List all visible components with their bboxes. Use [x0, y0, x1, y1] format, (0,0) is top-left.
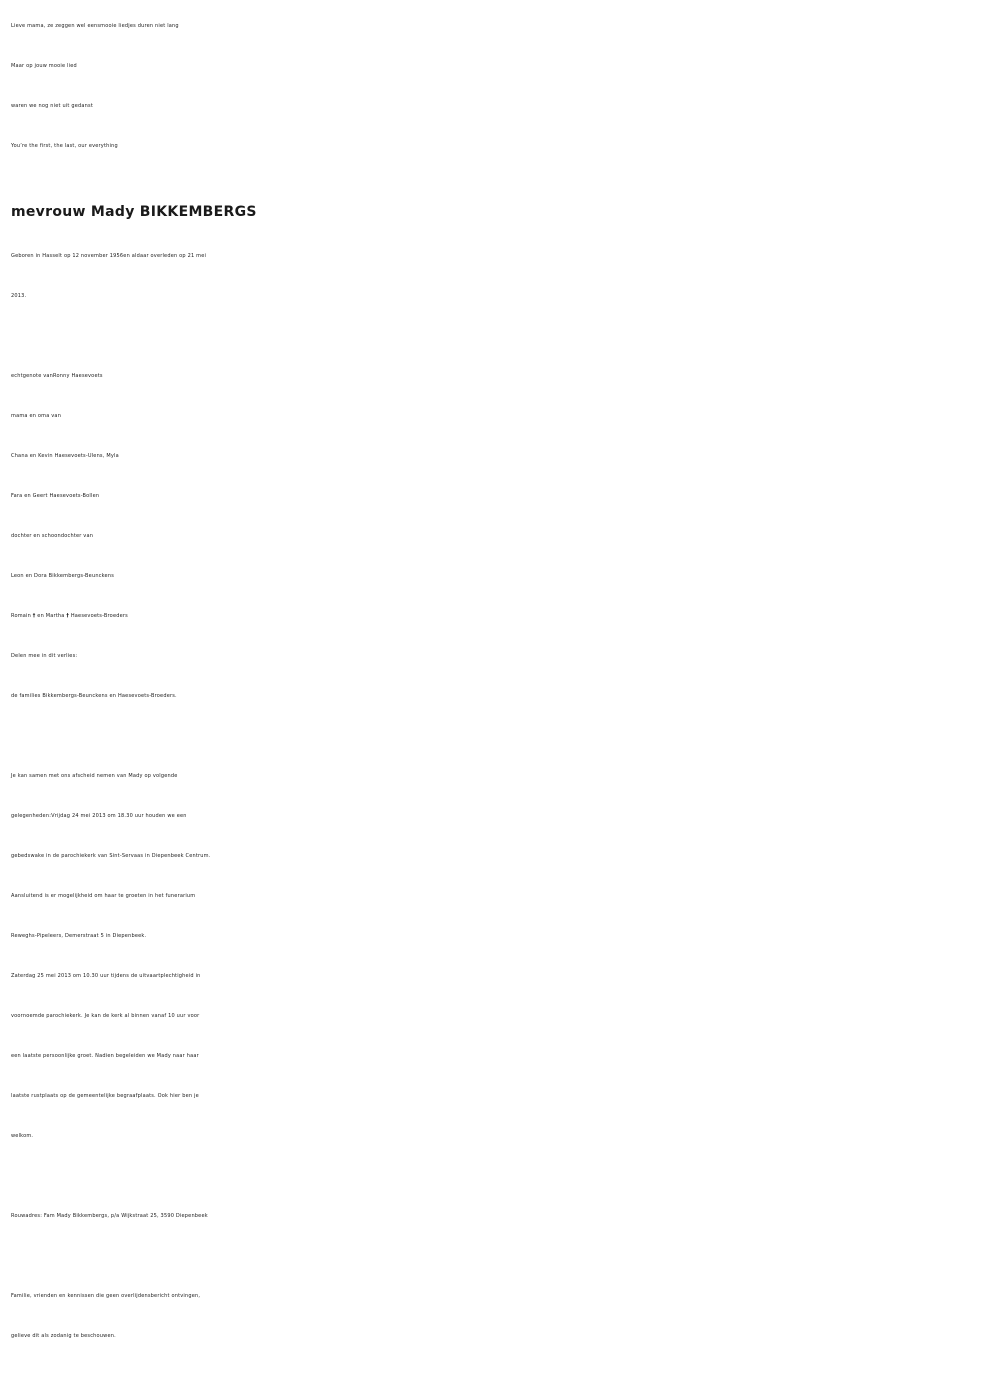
birth-line-1: Geboren in Hasselt op 12 november 1956en aldaar overleden op 21 mei — [11, 253, 207, 259]
inlaws-part-3: Haesevoets-Broeders — [69, 613, 128, 619]
inlaws-part-1: Romain — [11, 613, 33, 619]
farewell-line-1: Je kan samen met ons afscheid nemen van Mady op volgende — [11, 773, 178, 779]
spouse-line: echtgenote vanRonny Haesevoets — [11, 373, 103, 379]
poem-line-2: Maar op jouw mooie lied — [11, 63, 77, 69]
farewell-line-9: laatste rustplaats op de gemeentelijke begraafplaats. Ook hier ben je — [11, 1093, 199, 1099]
birth-line-2: 2013. — [11, 293, 27, 299]
cross-icon: † — [66, 613, 70, 619]
poem-line-1: Lieve mama, ze zeggen wel eensmooie liedjes duren niet lang — [11, 23, 179, 29]
farewell-line-6: Zaterdag 25 mei 2013 om 10.30 uur tijdens de uitvaartplechtigheid in — [11, 973, 201, 979]
mourning-address: Rouwadres: Fam Mady Bikkembergs, p/a Wijkstraat 25, 3590 Diepenbeek — [11, 1213, 208, 1219]
poem — [11, 6, 1000, 166]
inlaws-part-2: en Martha — [35, 613, 67, 619]
children-line-2: Fara en Geert Haesevoets-Bollen — [11, 493, 100, 499]
families-line: de families Bikkembergs-Beunckens en Haesevoets-Broeders. — [11, 693, 177, 699]
poem-line-4: You’re the first, the last, our everything — [11, 143, 118, 149]
closing-line-1: Familie, vrienden en kennissen die geen overlijdensbericht ontvingen, — [11, 1293, 201, 1299]
birth-death-info — [11, 236, 1000, 316]
daughter-of-line: dochter en schoondochter van — [11, 533, 94, 539]
farewell-line-4: Aansluitend is er mogelijkheid om haar te groeten in het funerarium — [11, 893, 196, 899]
farewell-line-8: een laatste persoonlijke groet. Nadien begeleiden we Mady naar haar — [11, 1053, 199, 1059]
inlaws-line — [11, 596, 1000, 636]
cross-icon: † — [32, 613, 36, 619]
farewell-line-3: gebedswake in de parochiekerk van Sint-Servaas in Diepenbeek Centrum. — [11, 853, 211, 859]
farewell-line-10: welkom. — [11, 1133, 34, 1139]
deceased-name-title: mevrouw Mady BIKKEMBERGS — [11, 204, 257, 220]
parents-line: Leon en Dora Bikkembergs-Beunckens — [11, 573, 115, 579]
poem-line-3: waren we nog niet uit gedanst — [11, 103, 93, 109]
share-loss-line: Delen mee in dit verlies: — [11, 653, 78, 659]
farewell-line-7: voornoemde parochiekerk. Je kan de kerk al binnen vanaf 10 uur voor — [11, 1013, 200, 1019]
farewell-line-2: gelegenheden:Vrijdag 24 mei 2013 om 18.30 uur houden we een — [11, 813, 187, 819]
spacer — [11, 1156, 1000, 1196]
children-line-1: Chana en Kevin Haesevoets-Ulens, Myla — [11, 453, 119, 459]
mama-oma-line: mama en oma van — [11, 413, 62, 419]
spacer — [11, 1236, 1000, 1276]
closing-line-2: gelieve dit als zodanig te beschouwen. — [11, 1333, 116, 1339]
family-list — [11, 356, 1000, 716]
spacer — [11, 716, 1000, 756]
farewell-line-5: Reweghs-Pipeleers, Demerstraat 5 in Diepenbeek. — [11, 933, 147, 939]
closing-note — [11, 1276, 1000, 1356]
spacer — [11, 316, 1000, 356]
farewell-info — [11, 756, 1000, 1156]
